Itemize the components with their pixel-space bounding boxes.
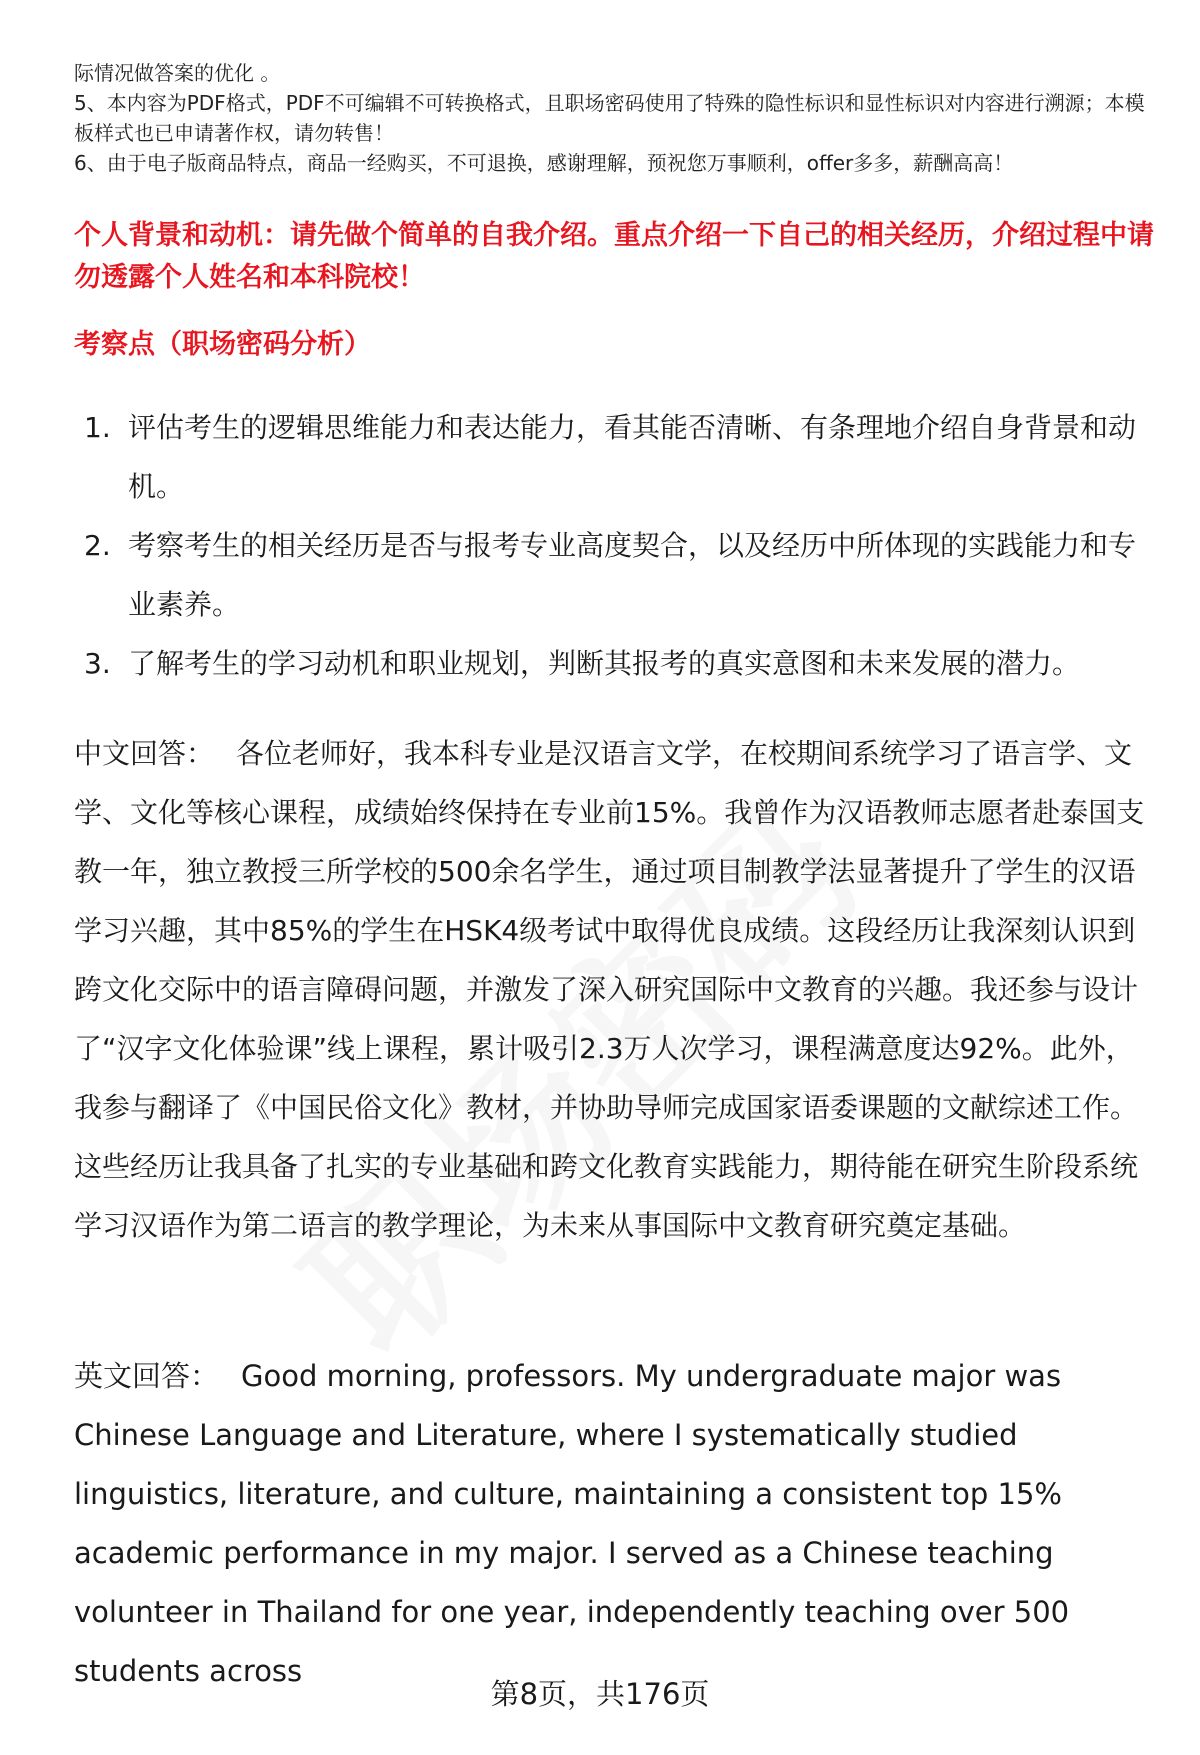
note-line: 际情况做答案的优化 。 bbox=[74, 61, 281, 85]
list-item bbox=[74, 634, 1154, 693]
chinese-answer-text: 各位老师好，我本科专业是汉语言文学，在校期间系统学习了语言学、文学、文化等核心课程，成绩始终保持在专业前15%。我曾作为汉语教师志愿者赴泰国支教一年，独立教授三所学校的500余名学生，通过项目制教学法显著提升了学生的汉语学习兴趣，其中85%的学生在HSK4级考试中取得优良成绩。这段经历让我深刻认识到跨文化交际中的语言障碍问题，并激发了深入研究国际中文教育的兴趣。我还参与设计了“汉字文化体验课”线上课程，累计吸引2.3万人次学习，课程满意度达92%。此外，我参与翻译了《中国民俗文化》教材，并协助导师完成国家语委课题的文献综述工作。这些经历让我具备了扎实的专业基础和跨文化教育实践能力，期待能在研究生阶段系统学习汉语作为第二语言的教学理论，为未来从事国际中文教育研究奠定基础。 bbox=[74, 737, 1145, 1242]
note-line: 5、本内容为PDF格式，PDF不可编辑不可转换格式，且职场密码使用了特殊的隐性标识和显性标识对内容进行溯源；本模板样式也已申请著作权，请勿转售！ bbox=[74, 91, 1145, 145]
list-item-text: 评估考生的逻辑思维能力和表达能力，看其能否清晰、有条理地介绍自身背景和动机。 bbox=[128, 411, 1137, 503]
section-title: 个人背景和动机：请先做个简单的自我介绍。重点介绍一下自己的相关经历，介绍过程中请勿透露个人姓名和本科院校！ bbox=[74, 220, 1154, 293]
assessment-points-list bbox=[74, 398, 1154, 693]
points-title: 考察点（职场密码分析） bbox=[74, 329, 371, 360]
list-item-number: 2. bbox=[84, 529, 111, 562]
list-item-text: 考察考生的相关经历是否与报考专业高度契合，以及经历中所体现的实践能力和专业素养。 bbox=[128, 529, 1137, 621]
notes-block bbox=[74, 58, 1164, 178]
english-answer-text: Good morning, professors. My undergraduate major was Chinese Language and Literature, where I systematically studied linguistics, literature, and culture, maintaining a consistent top 15% academic performance in my major. I served as a Chinese teaching volunteer in Thailand for one year, independently teaching over 500 students across bbox=[74, 1359, 1070, 1688]
list-item-number: 1. bbox=[84, 411, 111, 444]
note-line: 6、由于电子版商品特点，商品一经购买，不可退换，感谢理解，预祝您万事顺利，offer多多，薪酬高高！ bbox=[74, 151, 1014, 175]
list-item bbox=[74, 398, 1154, 516]
list-item-number: 3. bbox=[84, 647, 111, 680]
chinese-answer-label: 中文回答： bbox=[74, 737, 215, 770]
english-answer bbox=[74, 1347, 1154, 1701]
chinese-answer bbox=[74, 724, 1154, 1255]
list-item-text: 了解考生的学习动机和职业规划，判断其报考的真实意图和未来发展的潜力。 bbox=[128, 647, 1081, 680]
page-number: 第8页，共176页 bbox=[490, 1677, 710, 1711]
english-answer-label: 英文回答： bbox=[74, 1359, 220, 1393]
list-item bbox=[74, 516, 1154, 634]
